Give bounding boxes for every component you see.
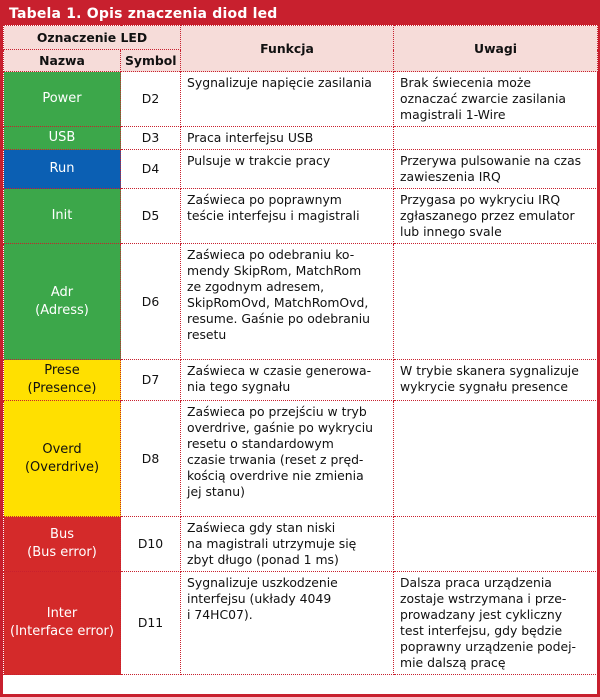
led-symbol: D2 [121,72,181,127]
led-name: Run [49,161,75,176]
table-title: Tabela 1. Opis znaczenia diod led [3,3,597,25]
led-name-cell [4,517,121,572]
header-symbol: Symbol [121,50,181,72]
led-name-cell [4,360,121,401]
led-function: Sygnalizuje napięcie zasilania [181,72,394,127]
table-row [4,72,598,127]
led-name-full: (Adress) [35,302,89,318]
led-symbol: D5 [121,189,181,244]
table-row [4,127,598,150]
led-notes [394,244,598,360]
led-symbol: D3 [121,127,181,150]
table-row [4,360,598,401]
led-notes [394,401,598,517]
led-name-full: (Interface error) [10,624,114,639]
led-name-cell [4,127,121,150]
led-notes: Dalsza praca urządzenia zostaje wstrzymana i prze- prowadzany jest cykliczny test interfejsu, gdy będzie poprawny urządzenie podej- mie dalszą pracę [394,572,598,675]
led-function: Zaświeca w czasie generowa- nia tego sygnału [181,360,394,401]
led-function: Pulsuje w trakcie pracy [181,150,394,189]
led-name-cell [4,401,121,517]
led-name: Overd [42,441,82,457]
led-symbol: D10 [121,517,181,572]
led-name-cell [4,244,121,360]
header-name: Nazwa [4,50,121,72]
header-led-designation: Oznaczenie LED [4,26,181,50]
led-name: USB [48,130,76,145]
led-name: Inter [46,606,78,621]
led-notes [394,127,598,150]
led-symbol: D6 [121,244,181,360]
led-table [3,25,598,675]
led-function: Sygnalizuje uszkodzenie interfejsu (układy 4049 i 74HC07). [181,572,394,675]
table-row [4,517,598,572]
led-name-cell [4,189,121,244]
table-row [4,189,598,244]
led-notes: W trybie skanera sygnalizuje wykrycie sygnału presence [394,360,598,401]
led-notes: Przygasa po wykryciu IRQ zgłaszanego przez emulator lub innego svale [394,189,598,244]
led-name: Prese [44,363,80,378]
led-name-full: (Overdrive) [24,459,100,475]
led-function: Zaświeca po poprawnym teście interfejsu i magistrali [181,189,394,244]
led-name: Init [51,208,73,223]
led-function: Zaświeca po odebraniu ko- mendy SkipRom, MatchRom ze zgodnym adresem, SkipRomOvd, MatchRomOvd, resume. Gaśnie po odebraniu resetu [181,244,394,360]
led-symbol: D7 [121,360,181,401]
led-function: Praca interfejsu USB [181,127,394,150]
table-row [4,401,598,517]
led-name: Adr [50,284,74,300]
led-notes [394,517,598,572]
led-symbol: D11 [121,572,181,675]
led-name-full: (Bus error) [27,545,97,560]
table-row [4,150,598,189]
led-function: Zaświeca po przejściu w tryb overdrive, gaśnie po wykryciu resetu o standardowym czasie trwania (reset z pręd- kością overdrive nie zmienia jej stanu) [181,401,394,517]
header-notes: Uwagi [394,26,598,72]
table-row [4,244,598,360]
led-name-cell [4,72,121,127]
led-name-full: (Presence) [27,381,97,396]
led-name-cell [4,150,121,189]
led-name: Bus [50,527,74,542]
led-symbol: D8 [121,401,181,517]
led-symbol: D4 [121,150,181,189]
led-notes: Przerywa pulsowanie na czas zawieszenia IRQ [394,150,598,189]
led-name-cell [4,572,121,675]
table-row [4,572,598,675]
header-function: Funkcja [181,26,394,72]
led-name: Power [42,91,82,106]
led-function: Zaświeca gdy stan niski na magistrali utrzymuje się zbyt długo (ponad 1 ms) [181,517,394,572]
led-notes: Brak świecenia może oznaczać zwarcie zasilania magistrali 1-Wire [394,72,598,127]
